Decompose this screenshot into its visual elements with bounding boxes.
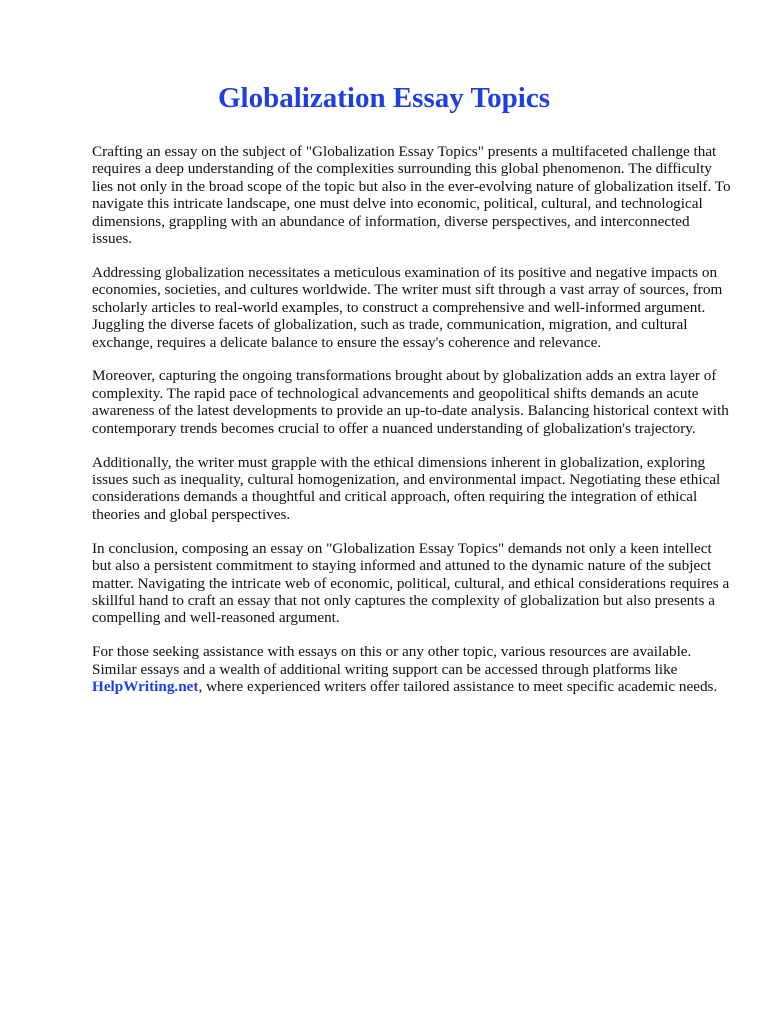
closing-text-after-link: , where experienced writers offer tailored assistance to meet specific academic needs.	[198, 678, 718, 696]
paragraph-3: Moreover, capturing the ongoing transformations brought about by globalization adds an extra layer of complexity. The rapid pace of technological advancements and geopolitical shifts demands an acute awareness of the latest developments to provide an up-to-date analysis. Balancing historical context with contemporary trends becomes crucial to offer a nuanced understanding of globalization's trajectory.	[92, 367, 729, 437]
paragraph-1: Crafting an essay on the subject of "Globalization Essay Topics" presents a multifaceted challenge that requires a deep understanding of the complexities surrounding this global phenomenon. The difficulty lies not only in the broad scope of the topic but also in the ever-evolving nature of globalization itself. To navigate this intricate landscape, one must delve into economic, political, cultural, and technological dimensions, grappling with an abundance of information, diverse perspectives, and interconnected issues.	[92, 143, 731, 248]
closing-paragraph	[92, 643, 732, 695]
closing-text-before-link: For those seeking assistance with essays on this or any other topic, various resources are available. Similar essays and a wealth of additional writing support can be accessed through platforms like	[92, 643, 692, 678]
page-title: Globalization Essay Topics	[218, 82, 550, 114]
helpwriting-link[interactable]: HelpWriting.net	[92, 678, 199, 696]
paragraph-2: Addressing globalization necessitates a meticulous examination of its positive and negative impacts on economies, societies, and cultures worldwide. The writer must sift through a vast array of sources, from scholarly articles to real-world examples, to construct a comprehensive and well-informed argument. Juggling the diverse facets of globalization, such as trade, communication, migration, and cultural exchange, requires a delicate balance to ensure the essay's coherence and relevance.	[92, 263, 723, 351]
document-body	[92, 143, 732, 712]
paragraph-4: Additionally, the writer must grapple with the ethical dimensions inherent in globalization, exploring issues such as inequality, cultural homogenization, and environmental impact. Negotiating these ethical considerations demands a thoughtful and critical approach, often requiring the integration of ethical theories and global perspectives.	[92, 453, 721, 523]
paragraph-5: In conclusion, composing an essay on "Globalization Essay Topics" demands not only a keen intellect but also a persistent commitment to staying informed and attuned to the dynamic nature of the subject matter. Navigating the intricate web of economic, political, cultural, and ethical considerations requires a skillful hand to craft an essay that not only captures the complexity of globalization but also presents a compelling and well-reasoned argument.	[92, 539, 730, 627]
